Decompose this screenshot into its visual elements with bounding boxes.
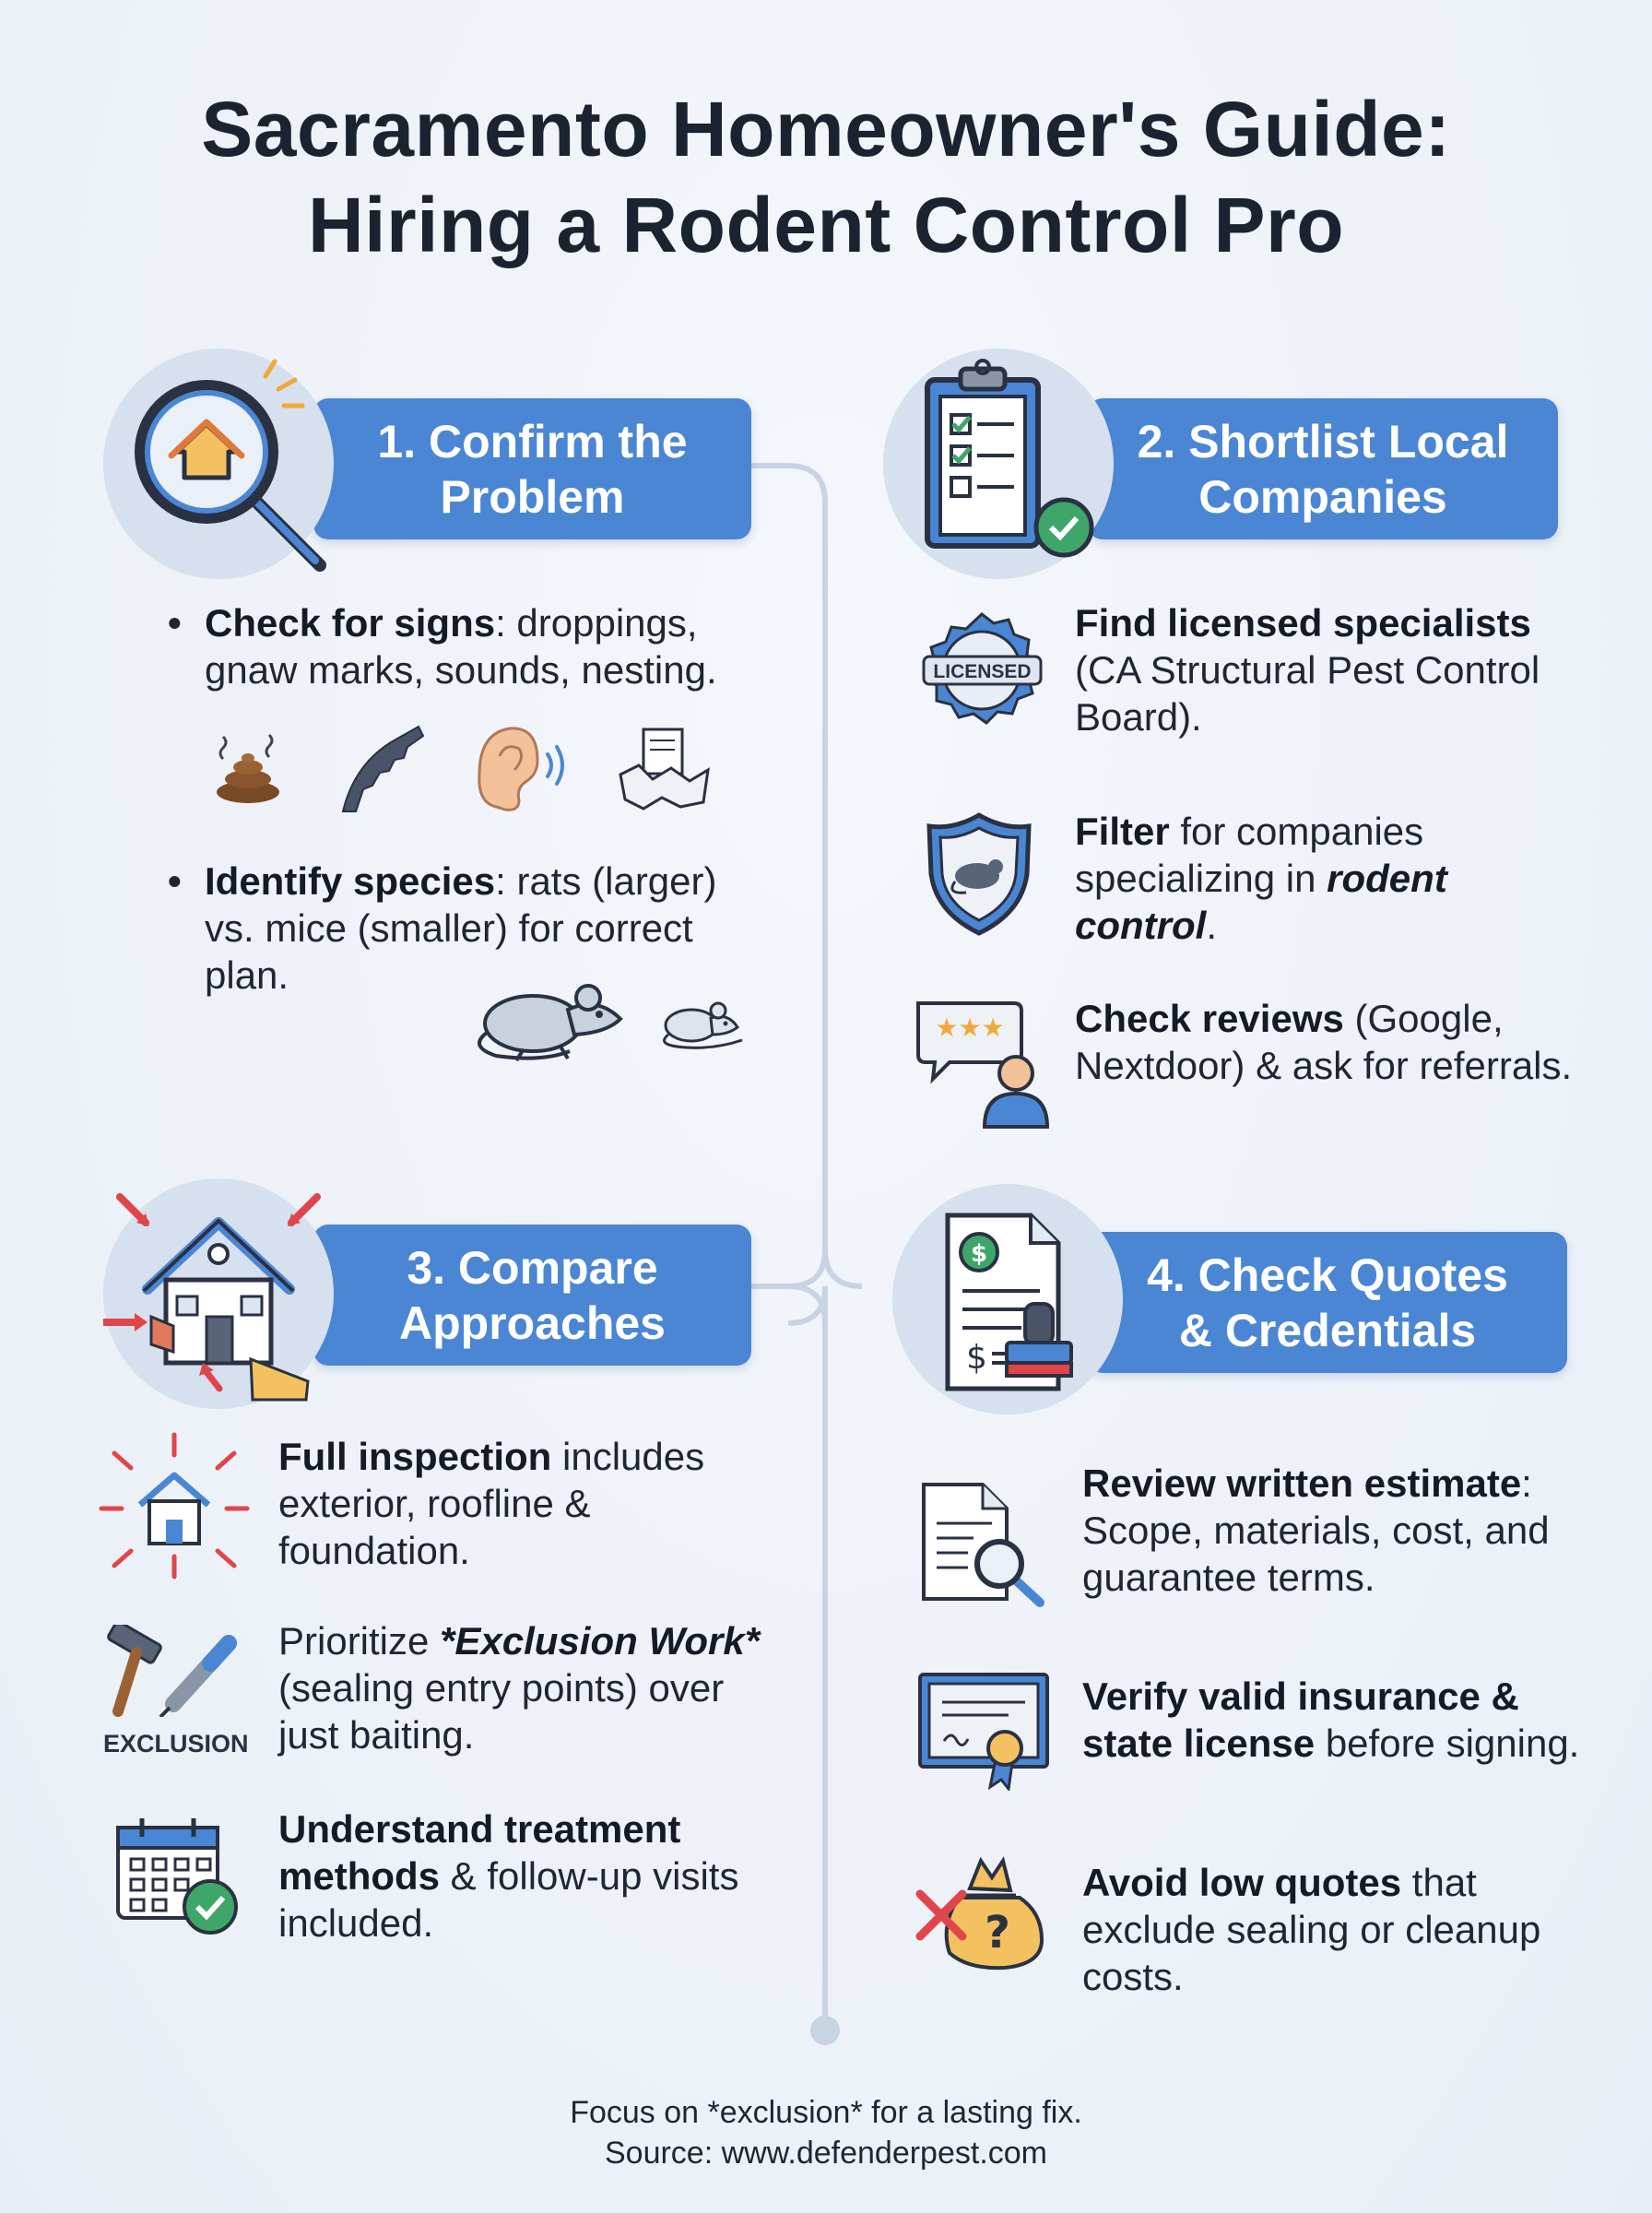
- clipboard-checklist-icon: [883, 349, 1114, 579]
- reviews-bold: Check reviews: [1075, 997, 1344, 1040]
- section-1-heading: [313, 398, 751, 539]
- reviews-icon: [913, 994, 1051, 1129]
- certificate-icon: [916, 1671, 1051, 1791]
- licensed-bold: Find licensed specialists: [1075, 601, 1531, 645]
- magnifier-house-icon: [103, 349, 334, 579]
- title-line-1: Sacramento Homeowner's Guide:: [201, 86, 1451, 172]
- svg-text:$: $: [970, 1240, 988, 1268]
- filter-text: for companies specializing in: [1075, 810, 1424, 900]
- section-3-item-inspection: [278, 1433, 758, 1574]
- section-4-item-estimate: [1082, 1460, 1562, 1601]
- signs-bold: Check for signs: [205, 601, 496, 645]
- licensed-text: (CA Structural Pest Control Board).: [1075, 648, 1540, 739]
- filter-end: .: [1206, 904, 1217, 947]
- page-title: [0, 81, 1652, 273]
- section-2-heading: [1088, 398, 1558, 539]
- ear-sounds-icon: [468, 719, 570, 816]
- quote-document-icon: [892, 1184, 1123, 1414]
- low-quotes-text: that exclude sealing or cleanup costs.: [1082, 1861, 1541, 1998]
- inspection-house-icon: [96, 1431, 253, 1580]
- section-1-heading-line-2: Problem: [440, 470, 625, 523]
- section-4-item-insurance: [1082, 1673, 1599, 1767]
- treatment-text: & follow-up visits included.: [278, 1854, 739, 1945]
- exclusion-emphasis: *Exclusion Work*: [440, 1619, 761, 1663]
- low-quote-warning-icon: [913, 1852, 1051, 1971]
- section-4-heading: [1088, 1232, 1567, 1373]
- gnaw-marks-icon: [336, 719, 428, 816]
- svg-text:$: $: [966, 1339, 987, 1377]
- insurance-text: before signing.: [1315, 1722, 1580, 1765]
- title-line-2: Hiring a Rodent Control Pro: [307, 182, 1345, 268]
- house-entry-points-icon: [103, 1178, 334, 1409]
- calendar-check-icon: [114, 1815, 243, 1936]
- exclusion-label: EXCLUSION: [103, 1730, 249, 1757]
- exclusion-pre: Prioritize: [278, 1619, 441, 1663]
- rat-icon: [459, 959, 634, 1065]
- species-bold: Identify species: [205, 859, 496, 903]
- section-2-heading-line-2: Companies: [1198, 470, 1447, 523]
- licensed-badge-label: LICENSED: [933, 661, 1032, 682]
- droppings-icon: [205, 724, 292, 811]
- section-1-heading-line-1: 1. Confirm the: [377, 415, 688, 467]
- section-3-heading: [313, 1225, 751, 1366]
- section-3-item-exclusion: [278, 1617, 776, 1758]
- footer-source: Source: www.defenderpest.com: [604, 2136, 1048, 2171]
- section-2-item-licensed: [1075, 599, 1591, 740]
- section-4-heading-line-1: 4. Check Quotes: [1147, 1249, 1508, 1301]
- section-3-heading-line-2: Approaches: [399, 1296, 666, 1349]
- footer-tagline: Focus on *exclusion* for a lasting fix.: [570, 2095, 1082, 2130]
- low-quotes-bold: Avoid low quotes: [1082, 1861, 1402, 1904]
- document-search-icon: [918, 1479, 1047, 1608]
- section-2-item-reviews: [1075, 995, 1591, 1089]
- section-4-heading-line-2: & Credentials: [1178, 1304, 1477, 1356]
- species-text: : rats (larger) vs. mice (smaller) for correct plan.: [205, 859, 717, 997]
- filter-bold: Filter: [1075, 810, 1170, 853]
- section-2-item-filter: [1075, 808, 1554, 949]
- exclusion-text: (sealing entry points) over just baiting.: [278, 1666, 725, 1757]
- inspection-text: includes exterior, roofline & foundation.: [278, 1435, 705, 1572]
- estimate-bold: Review written estimate: [1082, 1462, 1522, 1505]
- section-4-item-low-quotes: [1082, 1859, 1562, 2000]
- nesting-icon: [616, 724, 713, 811]
- estimate-text: : Scope, materials, cost, and guarantee terms.: [1082, 1462, 1550, 1599]
- svg-text:★★★: ★★★: [935, 1012, 1005, 1043]
- reviews-text: (Google, Nextdoor) & ask for referrals.: [1075, 997, 1573, 1087]
- section-3-item-treatment: [278, 1805, 758, 1947]
- signs-text: : droppings, gnaw marks, sounds, nesting.: [205, 601, 717, 692]
- insurance-bold: Verify valid insurance & state license: [1082, 1675, 1519, 1765]
- section-3-heading-line-1: 3. Compare: [407, 1241, 658, 1294]
- hammer-sealant-icon: [100, 1625, 247, 1717]
- section-2-heading-line-1: 2. Shortlist Local: [1137, 415, 1509, 467]
- filter-emphasis: rodent control: [1075, 857, 1447, 947]
- licensed-badge-icon: [920, 609, 1044, 733]
- rodent-shield-icon: [924, 810, 1034, 939]
- treatment-bold: Understand treatment methods: [278, 1807, 681, 1898]
- mouse-icon: [650, 988, 751, 1053]
- section-1-item-signs: [205, 599, 739, 693]
- svg-text:?: ?: [985, 1907, 1010, 1959]
- inspection-bold: Full inspection: [278, 1435, 552, 1478]
